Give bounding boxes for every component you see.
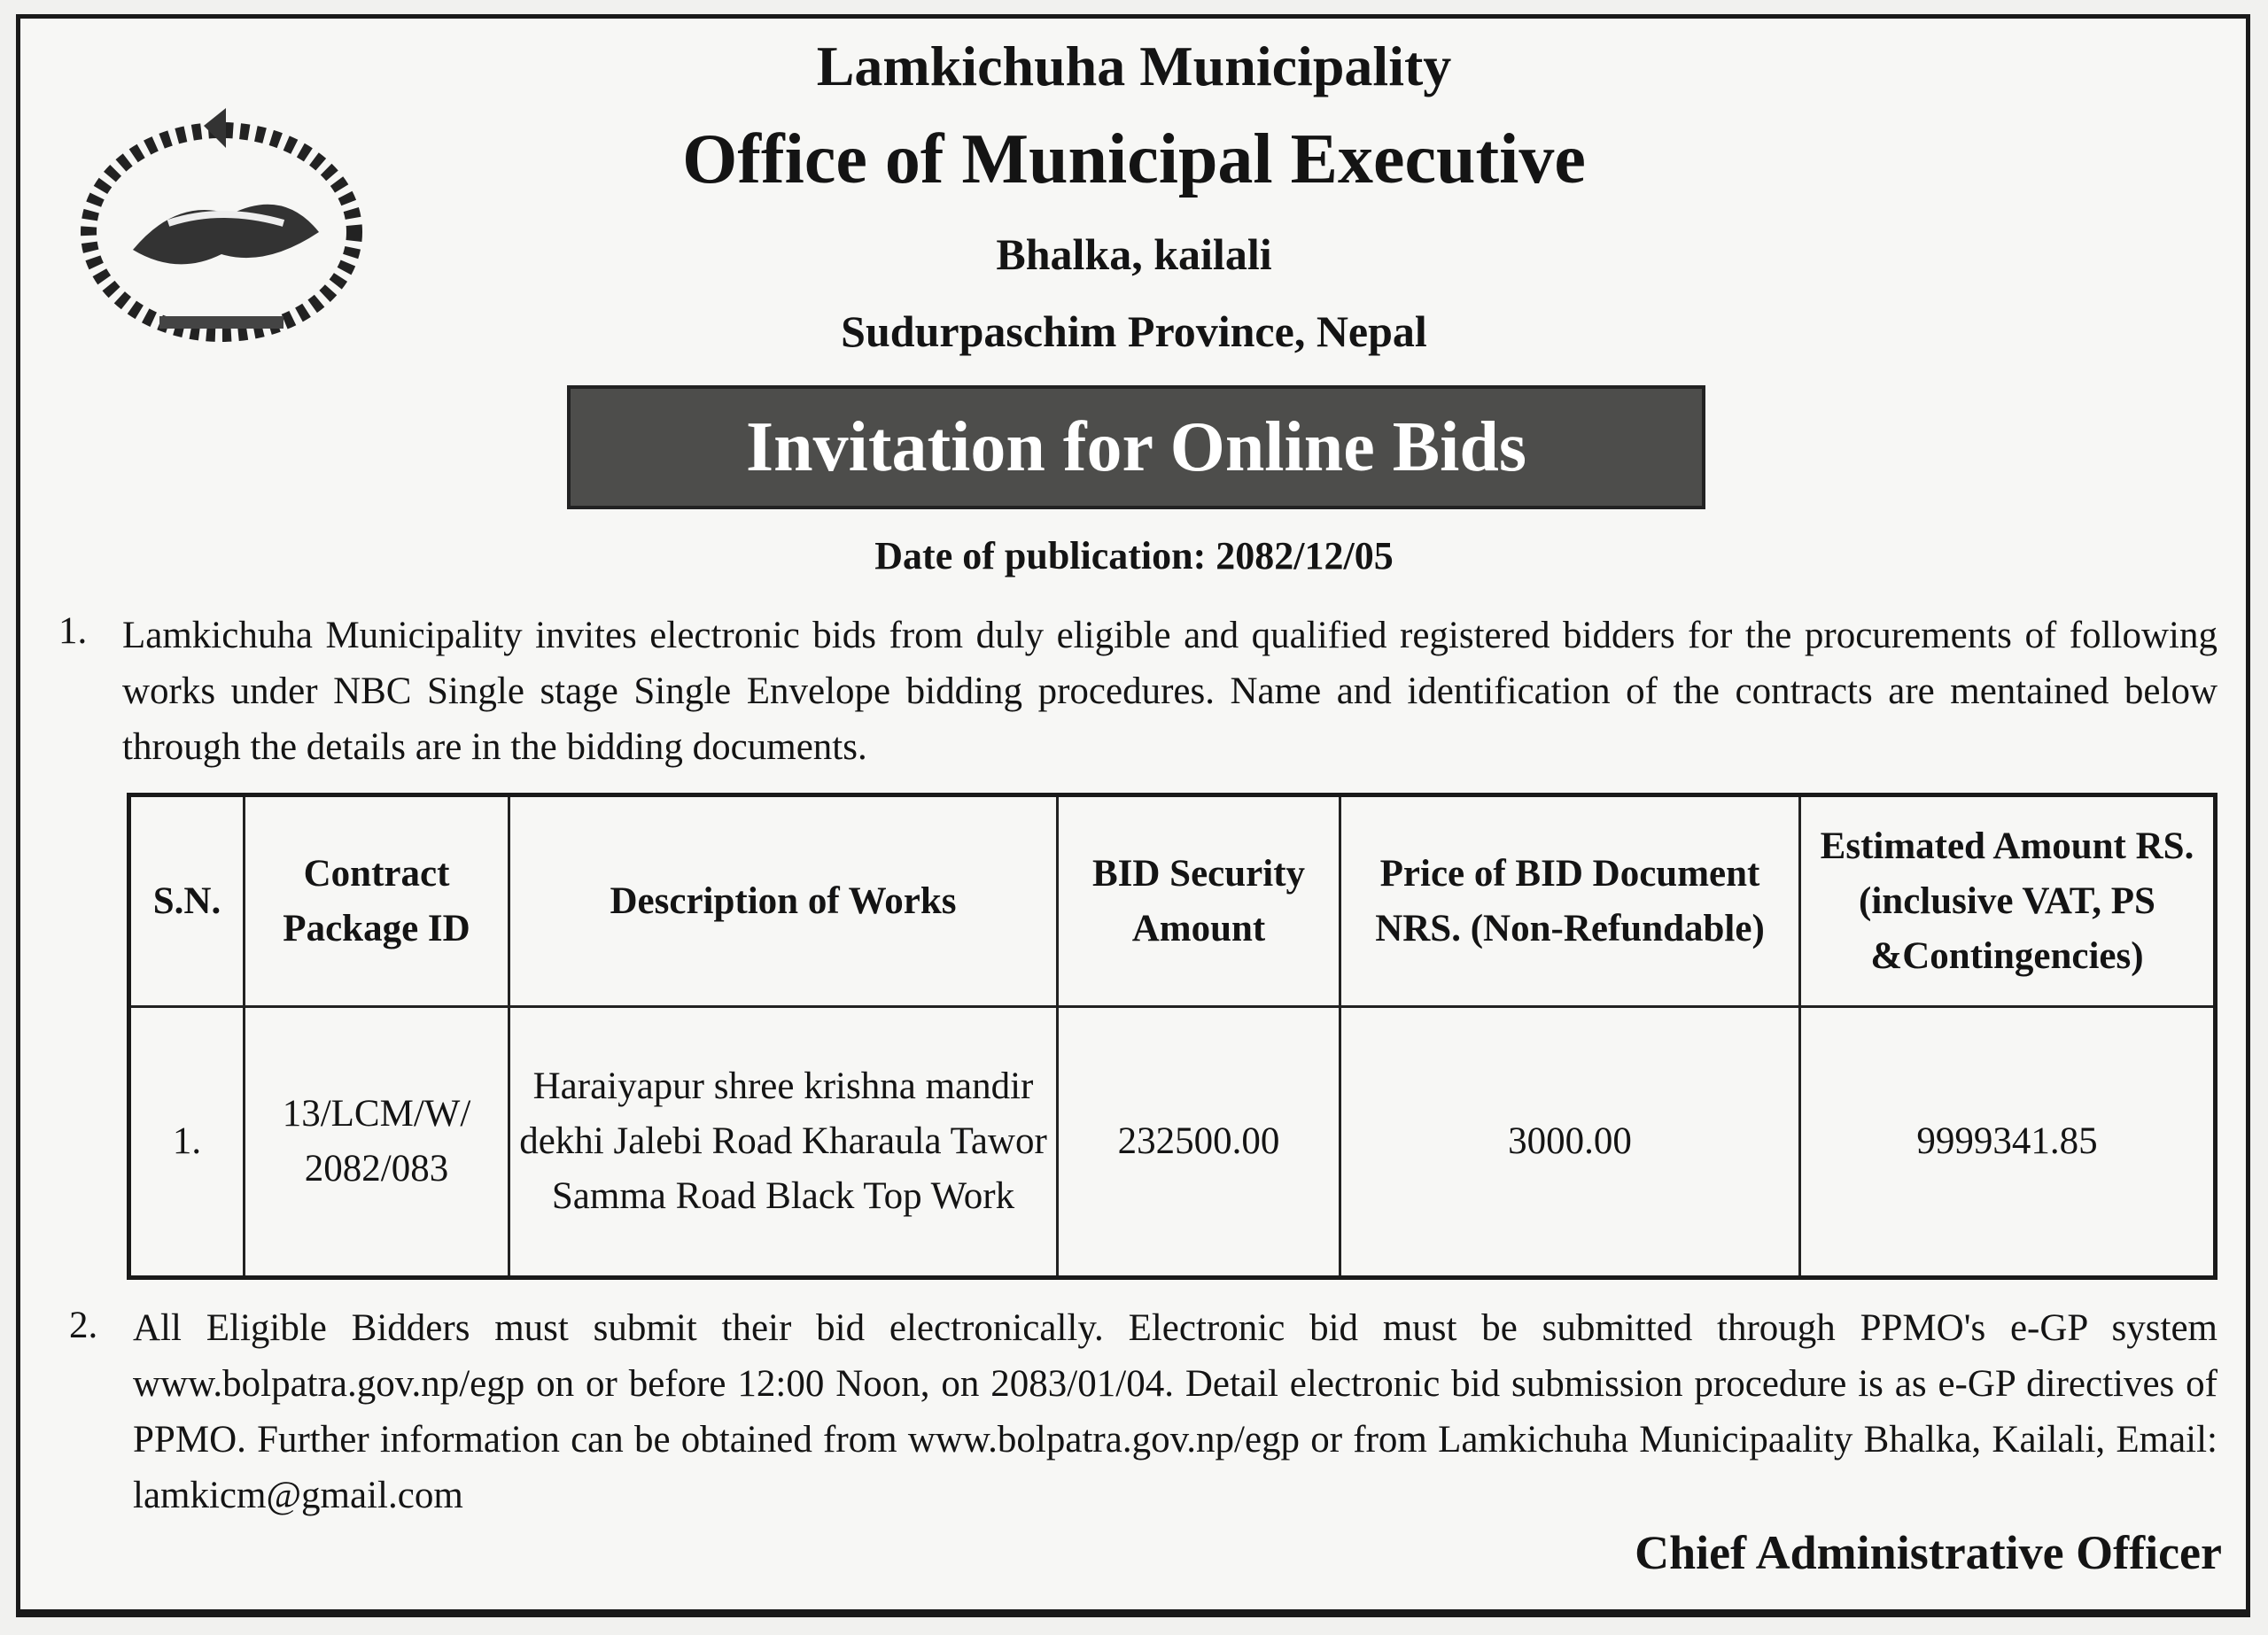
province: Sudurpaschim Province, Nepal (841, 306, 1427, 356)
notice-title-banner (567, 385, 1705, 509)
header-package-id: Contract Package ID (245, 795, 509, 1007)
cell-description: Haraiyapur shree krishna mandir dekhi Jalebi Road Kharaula Tawor Samma Road Black Top Work (509, 1007, 1058, 1278)
para1-text: Lamkichuha Municipality invites electronic bids from duly eligible and qualified registered bidders for the procurements of following works under NBC Single stage Single Envelope bidding procedures. Name and identification of the contracts are mentained below through the details are in the bidding documents. (122, 615, 2218, 768)
bid-table (127, 793, 2218, 1280)
header-description: Description of Works (509, 795, 1058, 1007)
publication-date: Date of publication: 2082/12/05 (874, 534, 1394, 577)
header-bid-security: BID Security Amount (1058, 795, 1340, 1007)
cell-sn: 1. (129, 1007, 245, 1278)
para1-number: 1. (58, 610, 88, 652)
signature-title: Chief Administrative Officer (1635, 1526, 2222, 1579)
table-header-row (129, 795, 2216, 1007)
municipality-name: Lamkichuha Municipality (816, 35, 1452, 97)
office-name: Office of Municipal Executive (682, 120, 1586, 198)
table-row (129, 1007, 2216, 1278)
cell-package-id: 13/LCM/W/ 2082/083 (245, 1007, 509, 1278)
cell-doc-price: 3000.00 (1340, 1007, 1800, 1278)
header-estimated-amount: Estimated Amount RS. (inclusive VAT, PS &Contingencies) (1800, 795, 2216, 1007)
para2-number: 2. (69, 1305, 98, 1346)
header-sn: S.N. (129, 795, 245, 1007)
cell-estimated-amount: 9999341.85 (1800, 1007, 2216, 1278)
header-doc-price: Price of BID Document NRS. (Non-Refundable) (1340, 795, 1800, 1007)
address: Bhalka, kailali (996, 229, 1272, 279)
notice-title: Invitation for Online Bids (746, 407, 1526, 486)
para2-text: All Eligible Bidders must submit their bid electronically. Electronic bid must be submitted through PPMO's e-GP system www.bolpatra.gov.np/egp on or before 12:00 Noon, on 2083/01/04. Detail electronic bid submission procedure is as e-GP directives of PPMO. Further information can be obtained from www.bolpatra.gov.np/egp or from Lamkichuha Municipaality Bhalka, Kailali, Email: lamkicm@gmail.com (133, 1307, 2218, 1516)
cell-bid-security: 232500.00 (1058, 1007, 1340, 1278)
